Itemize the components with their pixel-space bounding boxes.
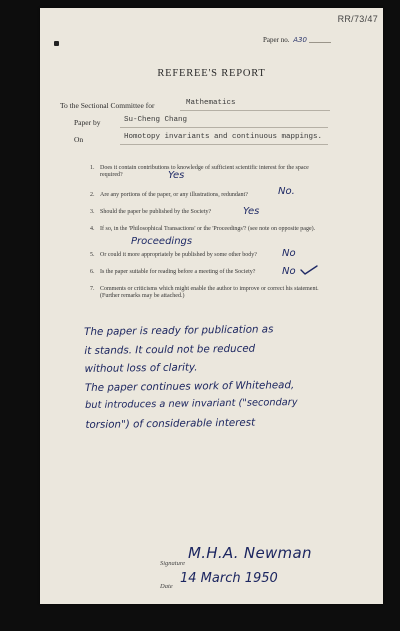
question-number: 2. [90, 192, 95, 198]
handwritten-comments [84, 320, 298, 434]
comment-line: it stands. It could not be reduced [84, 342, 256, 357]
answer-1: Yes [168, 170, 185, 181]
comment-line: The paper continues work of Whitehead, [84, 378, 295, 394]
date-value: 14 March 1950 [180, 571, 278, 586]
paper-by-value: Su-Cheng Chang [124, 116, 188, 124]
question-text: Are any portions of the paper, or any illustrations, redundant? [100, 192, 248, 198]
committee-underline [180, 110, 330, 111]
question-1 [90, 165, 335, 181]
question-number: 7. [90, 286, 95, 292]
paper-by-underline [120, 127, 328, 128]
answer-2: No. [278, 186, 295, 197]
question-2 [90, 192, 335, 200]
question-number: 1. [90, 165, 95, 171]
on-underline [120, 144, 328, 145]
committee-label: To the Sectional Committee for [60, 101, 155, 110]
paper-number-label: Paper no. [263, 36, 290, 44]
question-number: 6. [90, 269, 95, 275]
question-3 [90, 209, 335, 217]
on-label: On [74, 135, 84, 144]
question-text: Or could it more appropriately be published by some other body? [100, 252, 257, 258]
question-number: 4. [90, 226, 95, 232]
answer-6 [282, 265, 318, 277]
committee-value: Mathematics [186, 99, 236, 107]
question-number: 3. [90, 209, 95, 215]
signature-label: Signature [160, 560, 186, 567]
comment-line: The paper is ready for publication as [84, 323, 274, 338]
question-text: Comments or criticisms which might enable the author to improve or correct his statement. (Further remarks may be attached.) [100, 286, 319, 300]
answer-6-text: No [282, 266, 296, 277]
date-label: Date [160, 583, 173, 590]
question-4 [90, 226, 335, 242]
answer-3: Yes [243, 206, 260, 217]
punch-mark [54, 41, 59, 46]
reference-number: RR/73/47 [337, 14, 378, 24]
paper-by-label: Paper by [74, 118, 101, 127]
paper-number [263, 36, 331, 44]
question-text: Does it contain contributions to knowledge of sufficient scientific interest for the space required? [100, 165, 309, 179]
comment-line: torsion") of considerable interest [85, 416, 256, 431]
question-text: If so, in the 'Philosophical Transactions' or the 'Proceedings'? (see note on opposite page). [100, 226, 316, 232]
question-5 [90, 252, 335, 260]
on-value: Homotopy invariants and continuous mappings. [124, 133, 323, 141]
checkmark-icon [300, 265, 318, 275]
question-number: 5. [90, 252, 95, 258]
answer-4: Proceedings [131, 236, 193, 247]
question-text: Should the paper be published by the Society? [100, 209, 212, 215]
question-7 [90, 286, 335, 302]
question-text: Is the paper suitable for reading before a meeting of the Society? [100, 269, 256, 275]
comment-line: without loss of clarity. [84, 361, 198, 375]
page-title: REFEREE'S REPORT [157, 68, 266, 79]
answer-5: No [282, 248, 296, 259]
signature-value: M.H.A. Newman [188, 544, 312, 562]
paper-number-value: A30 [293, 36, 307, 44]
referee-report-page [40, 8, 383, 604]
comment-line: but introduces a new invariant ("secondary [85, 397, 298, 411]
